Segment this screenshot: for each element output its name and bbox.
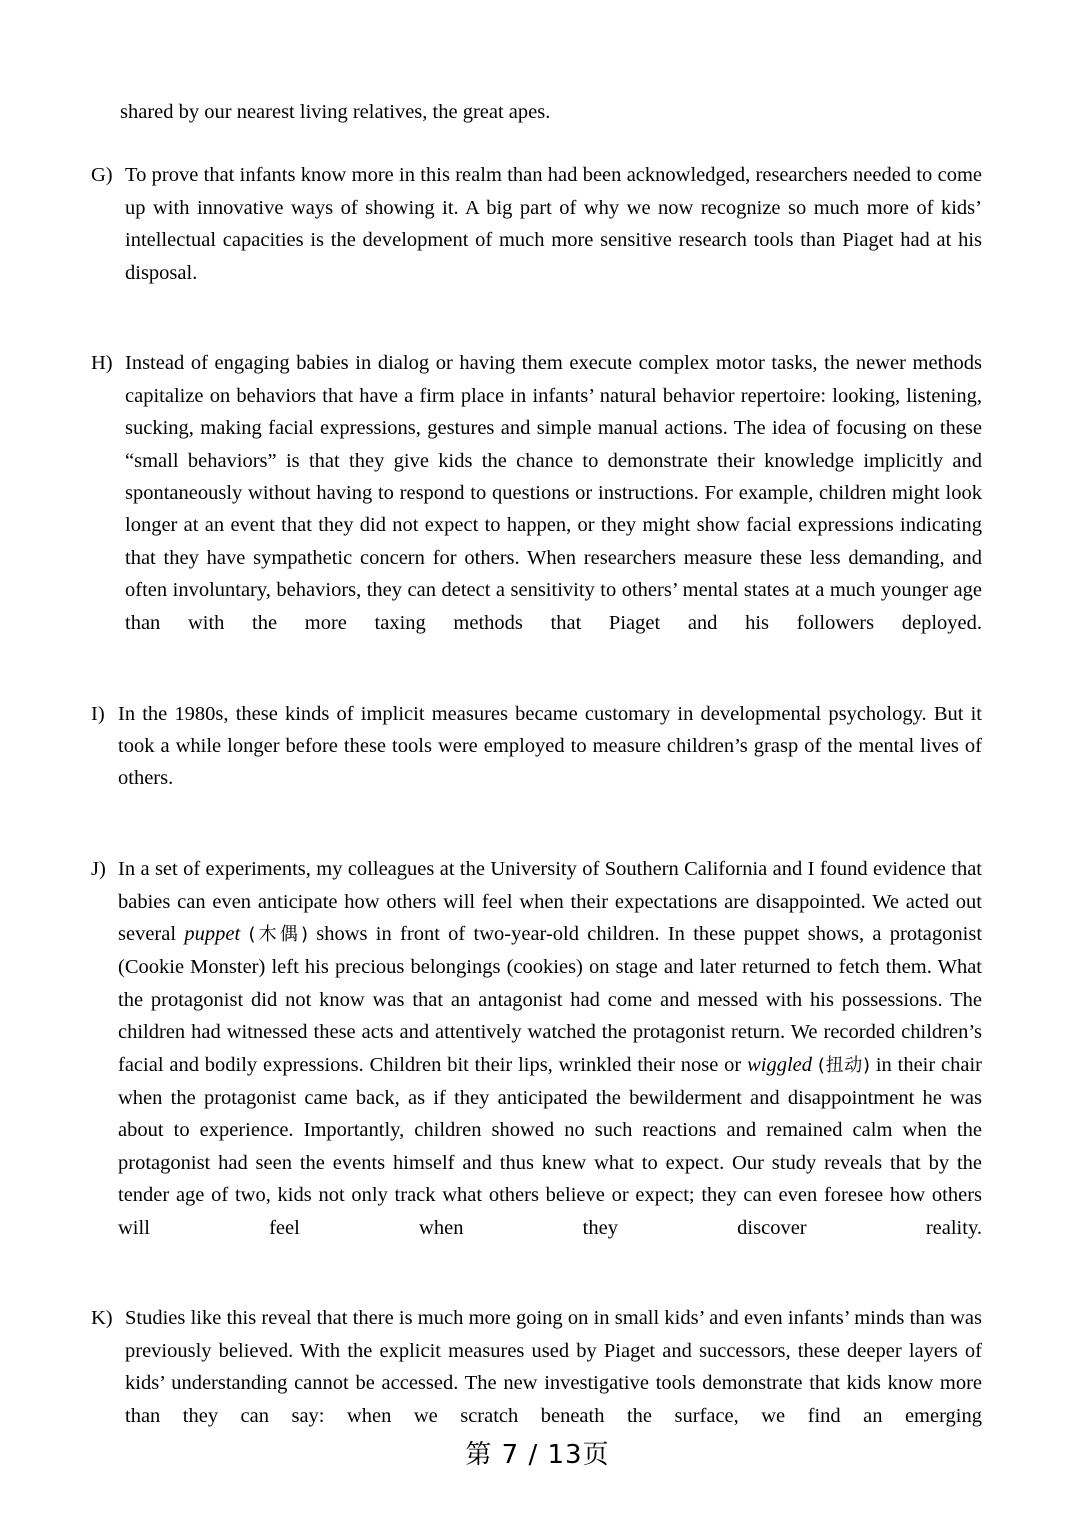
page-number-indicator: 第 7 / 13页 xyxy=(465,1440,610,1470)
paragraph-j-text-segment-1: In a set of experiments, my colleagues at the University of Southern California and I found evidence that babies can even anticipate how others will feel when their expectations are disappointed. We acted out several xyxy=(118,858,982,945)
italic-term-puppet: puppet xyxy=(184,922,241,945)
paragraph-g-text: To prove that infants know more in this realm than had been acknowledged, researchers needed to come up with innovative ways of showing it. A big part of why we now recognize so much more of kids’ intellectual capacities is the development of much more sensitive research tools than Piaget had at his disposal. xyxy=(125,164,982,284)
document-body xyxy=(91,96,982,1490)
italic-term-wiggled: wiggled xyxy=(747,1053,812,1076)
paragraph-j xyxy=(91,853,982,1276)
paragraph-h-text: Instead of engaging babies in dialog or having them execute complex motor tasks, the newer methods capitalize on behaviors that have a firm place in infants’ natural behavior repertoire: looking, listening, sucking, making facial expressions, gestures and simple manual actions. The idea of focusing on these “small behaviors” is that they give kids the chance to demonstrate their knowledge implicitly and spontaneously without having to respond to questions or instructions. For example, children might look longer at an event that they did not expect to happen, or they might show facial expressions indicating that they have sympathetic concern for others. When researchers measure these less demanding, and often involuntary, behaviors, they can detect a sensitivity to others’ mental states at a much younger age than with the more taxing methods that Piaget and his followers deployed. xyxy=(125,352,982,634)
gloss-wiggled-chinese: (扭动) xyxy=(817,1054,871,1076)
paragraph-i xyxy=(91,698,982,828)
paragraph-continuation xyxy=(91,96,982,128)
page-footer xyxy=(0,1434,1075,1471)
paragraph-h-label: H) xyxy=(91,352,113,375)
paragraph-g xyxy=(91,159,982,321)
paragraph-k-label: K) xyxy=(91,1307,113,1330)
paragraph-h xyxy=(91,347,982,671)
paragraph-j-label: J) xyxy=(91,858,106,881)
paragraph-j-text xyxy=(118,853,982,1276)
paragraph-i-text: In the 1980s, these kinds of implicit measures became customary in developmental psychology. But it took a while longer before these tools were employed to measure children’s grasp of the mental lives of others. xyxy=(118,702,982,790)
paragraph-k-text: Studies like this reveal that there is much more going on in small kids’ and even infants’ minds than was previously believed. With the explicit measures used by Piaget and successors, these deeper layers of kids’ understanding cannot be accessed. The new investigative tools demonstrate that kids know more than they can say: when we scratch beneath the surface, we find an emerging xyxy=(125,1307,982,1427)
paragraph-j-text-segment-3: in their chair when the protagonist came back, as if they anticipated the bewilderment and disappointment he was about to experience. Importantly, children showed no such reactions and remained calm when the protagonist had seen the events himself and thus knew what to expect. Our study reveals that by the tender age of two, kids not only track what others believe or expect; they can even foresee how others will feel when they discover reality. xyxy=(118,1053,982,1239)
paragraph-continuation-text: shared by our nearest living relatives, the great apes. xyxy=(120,101,551,123)
paragraph-j-text-segment-2: shows in front of two-year-old children. In these puppet shows, a protagonist (Cookie Monster) left his precious belongings (cookies) on stage and later returned to fetch them. What the protagonist did not know was that an antagonist had come and messed with his possessions. The children had witnessed these acts and attentively watched the protagonist return. We recorded children’s facial and bodily expressions. Children bit their lips, wrinkled their nose or xyxy=(118,922,983,1076)
gloss-puppet-chinese: (木偶) xyxy=(248,923,308,945)
paragraph-i-label: I) xyxy=(91,702,105,725)
paragraph-g-label: G) xyxy=(91,164,113,187)
